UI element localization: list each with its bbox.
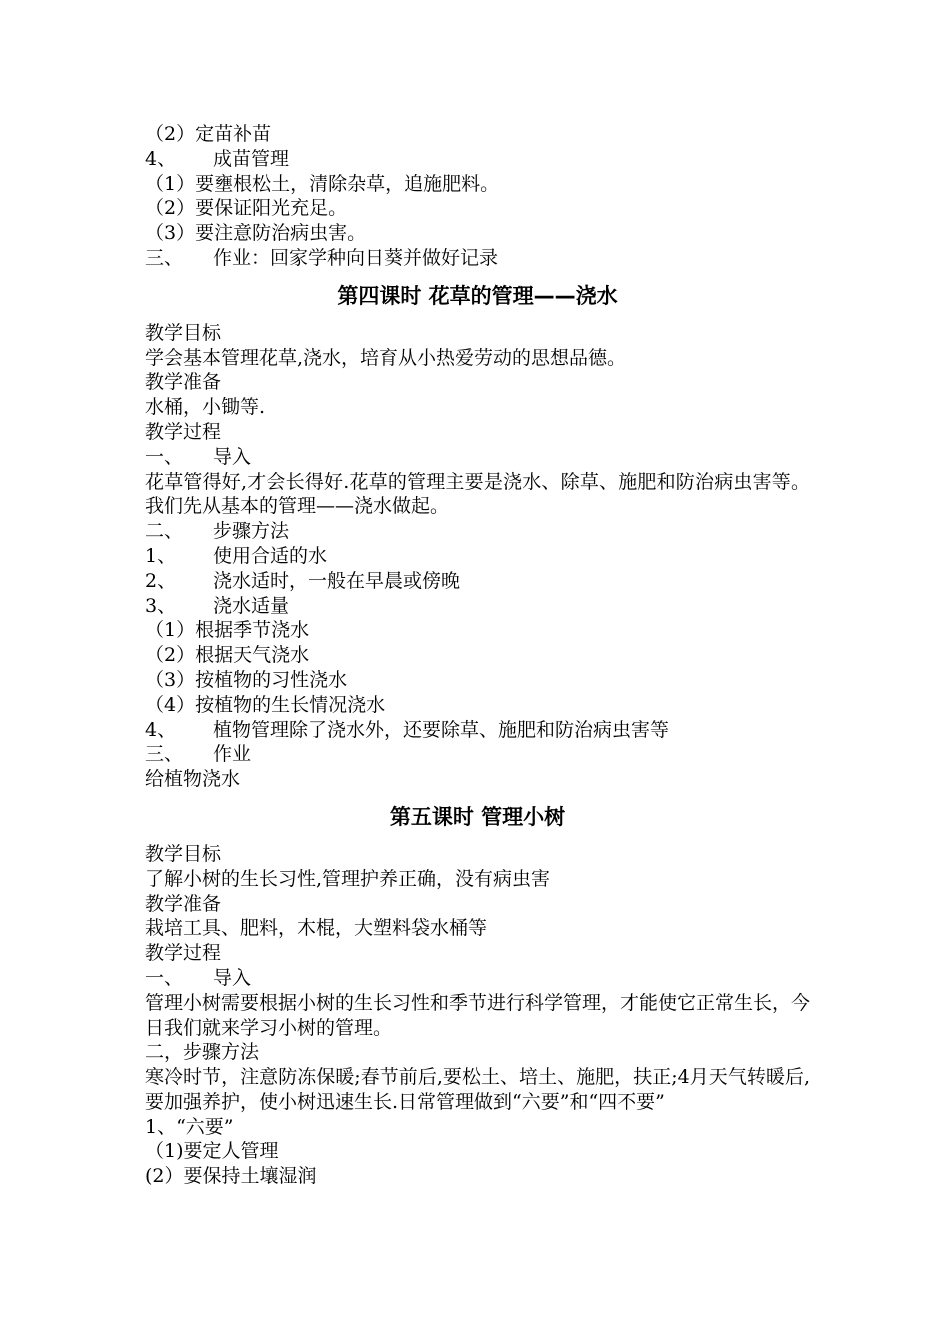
lesson5-title: 第五课时 管理小树 xyxy=(389,804,566,829)
line-text: （3）要注意防治病虫害。 xyxy=(145,222,367,245)
line-text: 作业 xyxy=(213,743,252,766)
line-text: 浇水适量 xyxy=(213,594,290,617)
lesson5-steps-text: 寒冷时节，注意防冻保暖;春节前后,要松土、培土、施肥，扶正;4月天气转暖后,要加强养护，使小树迅速生长.日常管理做到“六要”和“四不要” xyxy=(145,1066,810,1113)
lesson4-prep-text: 水桶，小锄等. xyxy=(145,396,266,419)
lesson4-goal-label: 教学目标 xyxy=(145,321,222,344)
list-item xyxy=(145,718,810,743)
lesson4-homework-text: 给植物浇水 xyxy=(145,768,241,791)
lesson5-six-label: 1、“六要” xyxy=(145,1115,234,1138)
document-body xyxy=(145,122,810,1189)
list-item xyxy=(145,594,810,619)
list-number: 二、 xyxy=(145,520,184,543)
line-text: 导入 xyxy=(213,445,252,468)
line-text: 使用合适的水 xyxy=(213,544,328,567)
lesson5-intro-text: 管理小树需要根据小树的生长习性和季节进行科学管理，才能使它正常生长，今日我们就来学习小树的管理。 xyxy=(145,991,811,1039)
lesson4-prep-label: 教学准备 xyxy=(145,371,222,394)
lesson5-goal-text: 了解小树的生长习性,管理护养正确，没有病虫害 xyxy=(145,867,551,890)
lesson5-prep-label: 教学准备 xyxy=(145,892,222,915)
list-item xyxy=(145,569,810,594)
lesson5-process-label: 教学过程 xyxy=(145,942,222,965)
list-number: 三、 xyxy=(145,743,184,766)
list-number: 一、 xyxy=(145,966,184,989)
lesson4-process-label: 教学过程 xyxy=(145,420,222,443)
list-number: 三、 xyxy=(145,246,184,269)
list-item xyxy=(145,742,810,767)
line-text: （2）要保证阳光充足。 xyxy=(145,197,348,220)
list-item xyxy=(145,966,810,991)
list-number: 4、 xyxy=(145,147,177,170)
list-item: （2）根据天气浇水 xyxy=(145,644,310,667)
lesson5-prep-text: 栽培工具、肥料，木棍，大塑料袋水桶等 xyxy=(145,917,488,940)
lesson4-title: 第四课时 花草的管理——浇水 xyxy=(337,283,618,308)
list-item: (2）要保持土壤湿润 xyxy=(145,1165,317,1188)
list-item xyxy=(145,519,810,544)
list-number: 4、 xyxy=(145,718,177,741)
list-item xyxy=(145,172,810,197)
line-text: 作业：回家学种向日葵并做好记录 xyxy=(213,246,499,269)
list-item: （1)要定人管理 xyxy=(145,1140,279,1163)
list-item: （4）按植物的生长情况浇水 xyxy=(145,693,386,716)
line-text: 成苗管理 xyxy=(213,147,290,170)
list-item xyxy=(145,246,810,271)
line-text: 浇水适时，一般在早晨或傍晚 xyxy=(213,569,461,592)
line-text: （1）要壅根松土，清除杂草，追施肥料。 xyxy=(145,172,500,195)
list-number: 1、 xyxy=(145,544,177,567)
list-number: 3、 xyxy=(145,594,177,617)
list-number: 2、 xyxy=(145,569,177,592)
line-text: 导入 xyxy=(213,966,252,989)
list-item xyxy=(145,196,810,221)
lesson4-goal-text: 学会基本管理花草,浇水，培育从小热爱劳动的思想品德。 xyxy=(145,346,627,369)
lesson5-goal-label: 教学目标 xyxy=(145,842,222,865)
line-text: 步骤方法 xyxy=(213,520,290,543)
lesson4-intro-text: 花草管得好,才会长得好.花草的管理主要是浇水、除草、施肥和防治病虫害等。我们先从基本的管理——浇水做起。 xyxy=(145,470,810,518)
list-number: 一、 xyxy=(145,445,184,468)
list-item: （3）按植物的习性浇水 xyxy=(145,668,348,691)
list-item: （1）根据季节浇水 xyxy=(145,619,310,642)
list-item xyxy=(145,544,810,569)
list-item xyxy=(145,445,810,470)
list-item xyxy=(145,147,810,172)
line-text: 植物管理除了浇水外，还要除草、施肥和防治病虫害等 xyxy=(213,718,670,741)
list-item xyxy=(145,221,810,246)
list-item xyxy=(145,122,810,147)
line-text: （2）定苗补苗 xyxy=(145,123,272,145)
lesson5-steps-label: 二，步骤方法 xyxy=(145,1041,260,1064)
